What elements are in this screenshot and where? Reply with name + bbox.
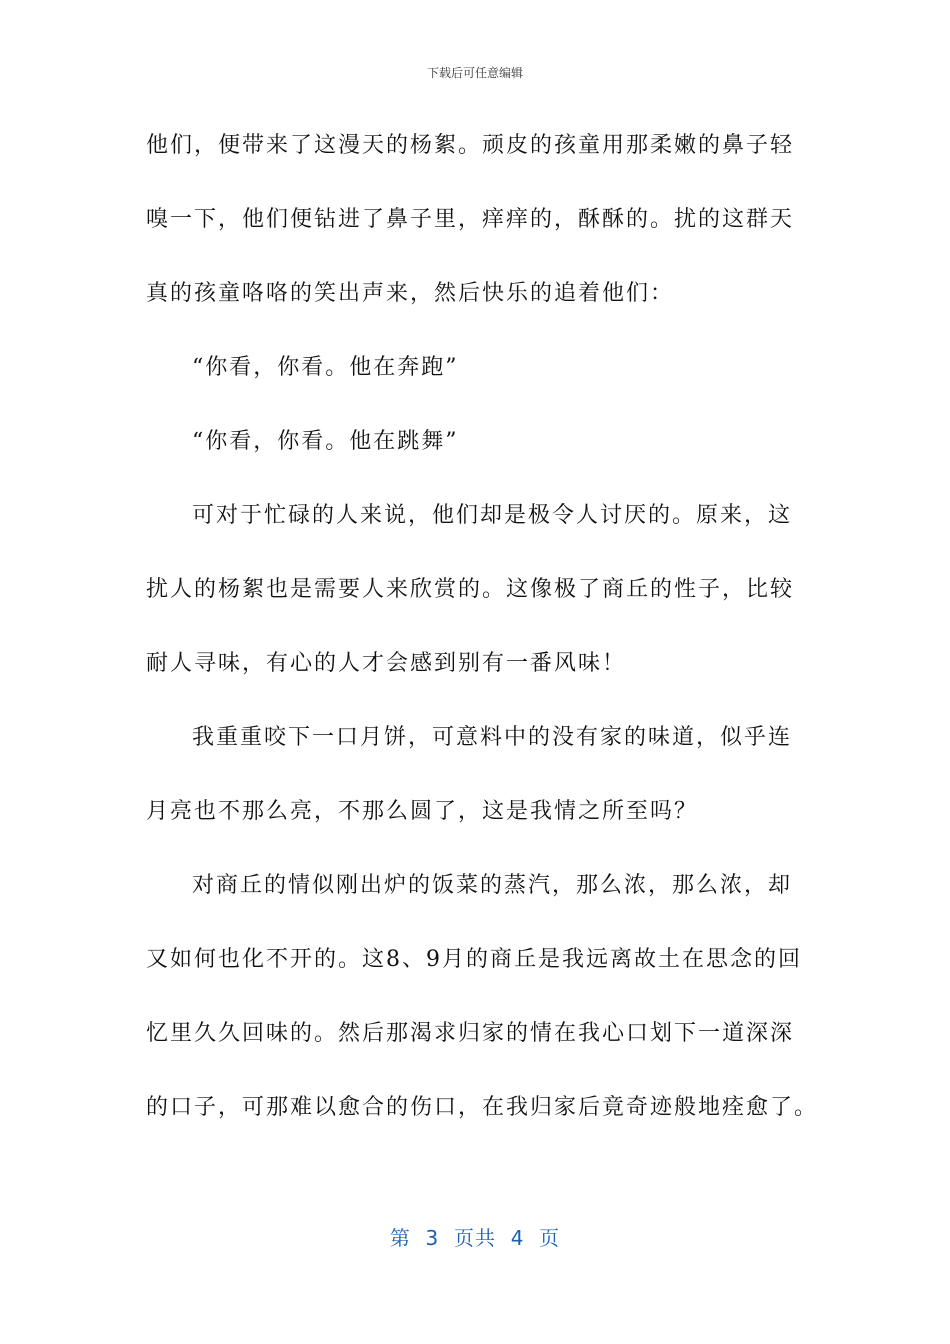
text-line: 的口子，可那难以愈合的伤口，在我归家后竟奇迹般地痊愈了。 <box>146 1095 819 1120</box>
text-line: “你看，你看。他在跳舞” <box>192 429 459 454</box>
text-line: 又如何也化不开的。这8、9月的商丘是我远离故土在思念的回 <box>146 947 802 972</box>
header-note: 下载后可任意编辑 <box>426 66 523 80</box>
page-number-footer: 第 3 页共 4 页 <box>389 1226 561 1250</box>
text-line: “你看，你看。他在奔跑” <box>192 355 459 380</box>
text-line: 真的孩童咯咯的笑出声来，然后快乐的追着他们： <box>146 281 675 306</box>
text-line: 嗅一下，他们便钻进了鼻子里，痒痒的，酥酥的。扰的这群天 <box>146 207 795 232</box>
text-line: 我重重咬下一口月饼，可意料中的没有家的味道，似乎连 <box>192 725 793 750</box>
text-line: 可对于忙碌的人来说，他们却是极令人讨厌的。原来，这 <box>192 503 793 528</box>
text-line: 耐人寻味，有心的人才会感到别有一番风味！ <box>146 651 627 676</box>
text-line: 扰人的杨絮也是需要人来欣赏的。这像极了商丘的性子，比较 <box>146 577 795 602</box>
text-line: 月亮也不那么亮，不那么圆了，这是我情之所至吗？ <box>146 799 699 824</box>
text-line: 他们，便带来了这漫天的杨絮。顽皮的孩童用那柔嫩的鼻子轻 <box>146 133 795 158</box>
document-body <box>146 126 819 1162</box>
text-line: 对商丘的情似刚出炉的饭菜的蒸汽，那么浓，那么浓，却 <box>192 873 793 898</box>
text-line: 忆里久久回味的。然后那渴求归家的情在我心口划下一道深深 <box>146 1021 795 1046</box>
